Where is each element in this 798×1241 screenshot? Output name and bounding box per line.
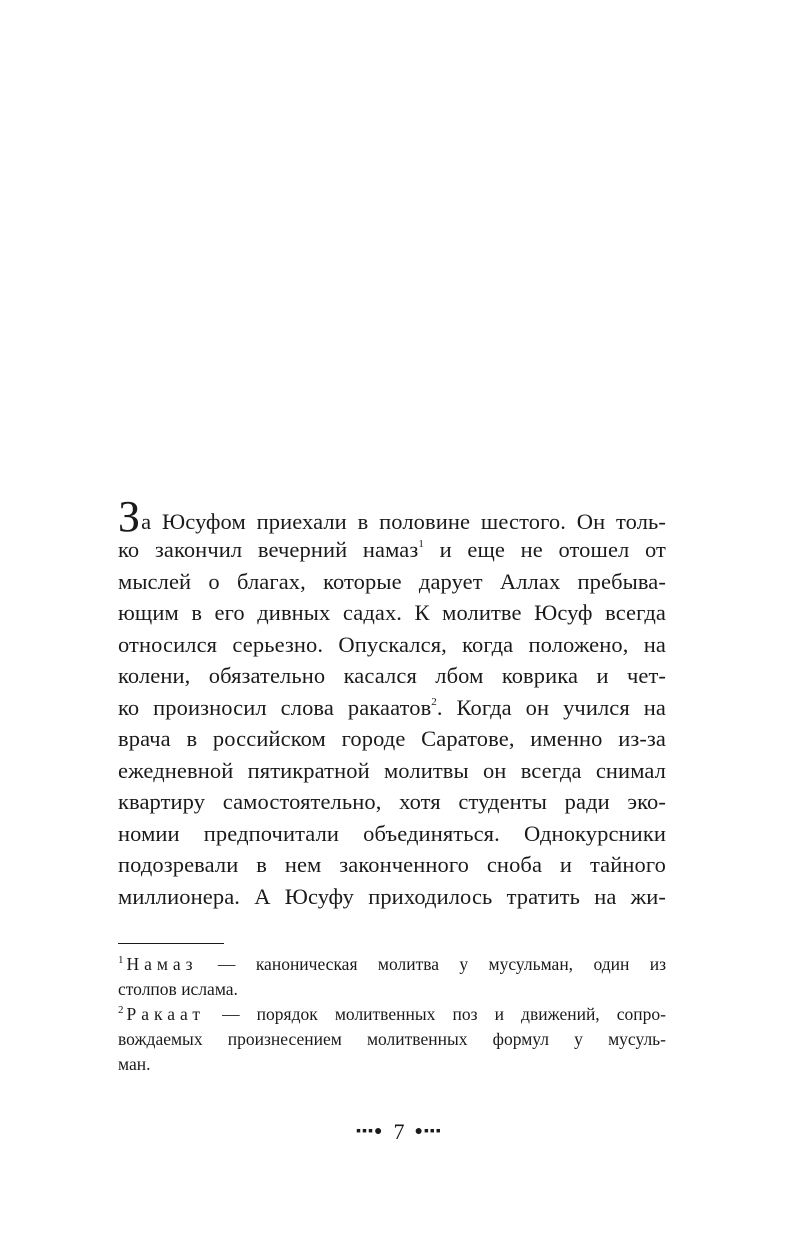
footnote-mark: 2 — [118, 1004, 124, 1016]
left-ornament-icon: ▪▪▪● — [356, 1123, 384, 1139]
footnote-1: $^1$ Намаз — каноническая молитва у мусульман, один из — [118, 954, 666, 974]
text-line: миллионера. А Юсуфу приходилось тратить на жи- — [118, 883, 666, 909]
text-line: колени, обязательно касался лбом коврика и чет- — [118, 663, 666, 688]
text-line: ющим в его дивных садах. К молитве Юсуф всегда — [118, 600, 666, 625]
footnote-ref-2[interactable]: 2 — [431, 695, 437, 708]
footnote-1-continuation: столпов ислама. — [118, 979, 238, 999]
main-text-block — [118, 492, 666, 912]
drop-cap: З — [118, 492, 141, 541]
text-line: квартиру самостоятельно, хотя студенты ради эко- — [118, 789, 666, 814]
footnote-term: Намаз — [126, 954, 198, 974]
text-line: относился серьезно. Опускался, когда положено, на — [118, 631, 666, 657]
page-number: 7 — [393, 1119, 405, 1144]
footnote-ref-1[interactable]: 1 — [418, 538, 424, 550]
text-line: За Юсуфом приехали в половине шестого. Он толь- — [118, 492, 666, 541]
right-ornament-icon: ●▪▪▪ — [414, 1123, 442, 1139]
footnotes-block — [118, 952, 666, 1077]
page-folio — [0, 1117, 798, 1149]
text-line: ежедневной пятикратной молитвы он всегда снимал — [118, 757, 666, 783]
text-line: врача в российском городе Саратове, именно из-за — [118, 726, 666, 751]
text-line: мыслей о благах, которые дарует Аллах пребыва- — [118, 568, 666, 594]
footnote-divider — [118, 943, 224, 944]
footnote-term: Ракаат — [126, 1004, 205, 1024]
footnote-2-continuation: ман. — [118, 1054, 151, 1074]
text-line: ко закончил вечерний намаз$^1$ и еще не отошел от — [118, 537, 666, 562]
text-line: номии предпочитали объединяться. Однокурсники — [118, 820, 666, 846]
text-line: подозревали в нем законченного сноба и тайного — [118, 852, 666, 877]
footnote-2: $^2$ Ракаат — порядок молитвенных поз и движений, сопро- — [118, 1004, 666, 1024]
footnote-2-continuation: вождаемых произнесением молитвенных формул у мусуль- — [118, 1029, 666, 1049]
footnote-mark: 1 — [118, 954, 124, 966]
text-line: ко произносил слова ракаатов$^2$. Когда он учился на — [118, 694, 666, 720]
